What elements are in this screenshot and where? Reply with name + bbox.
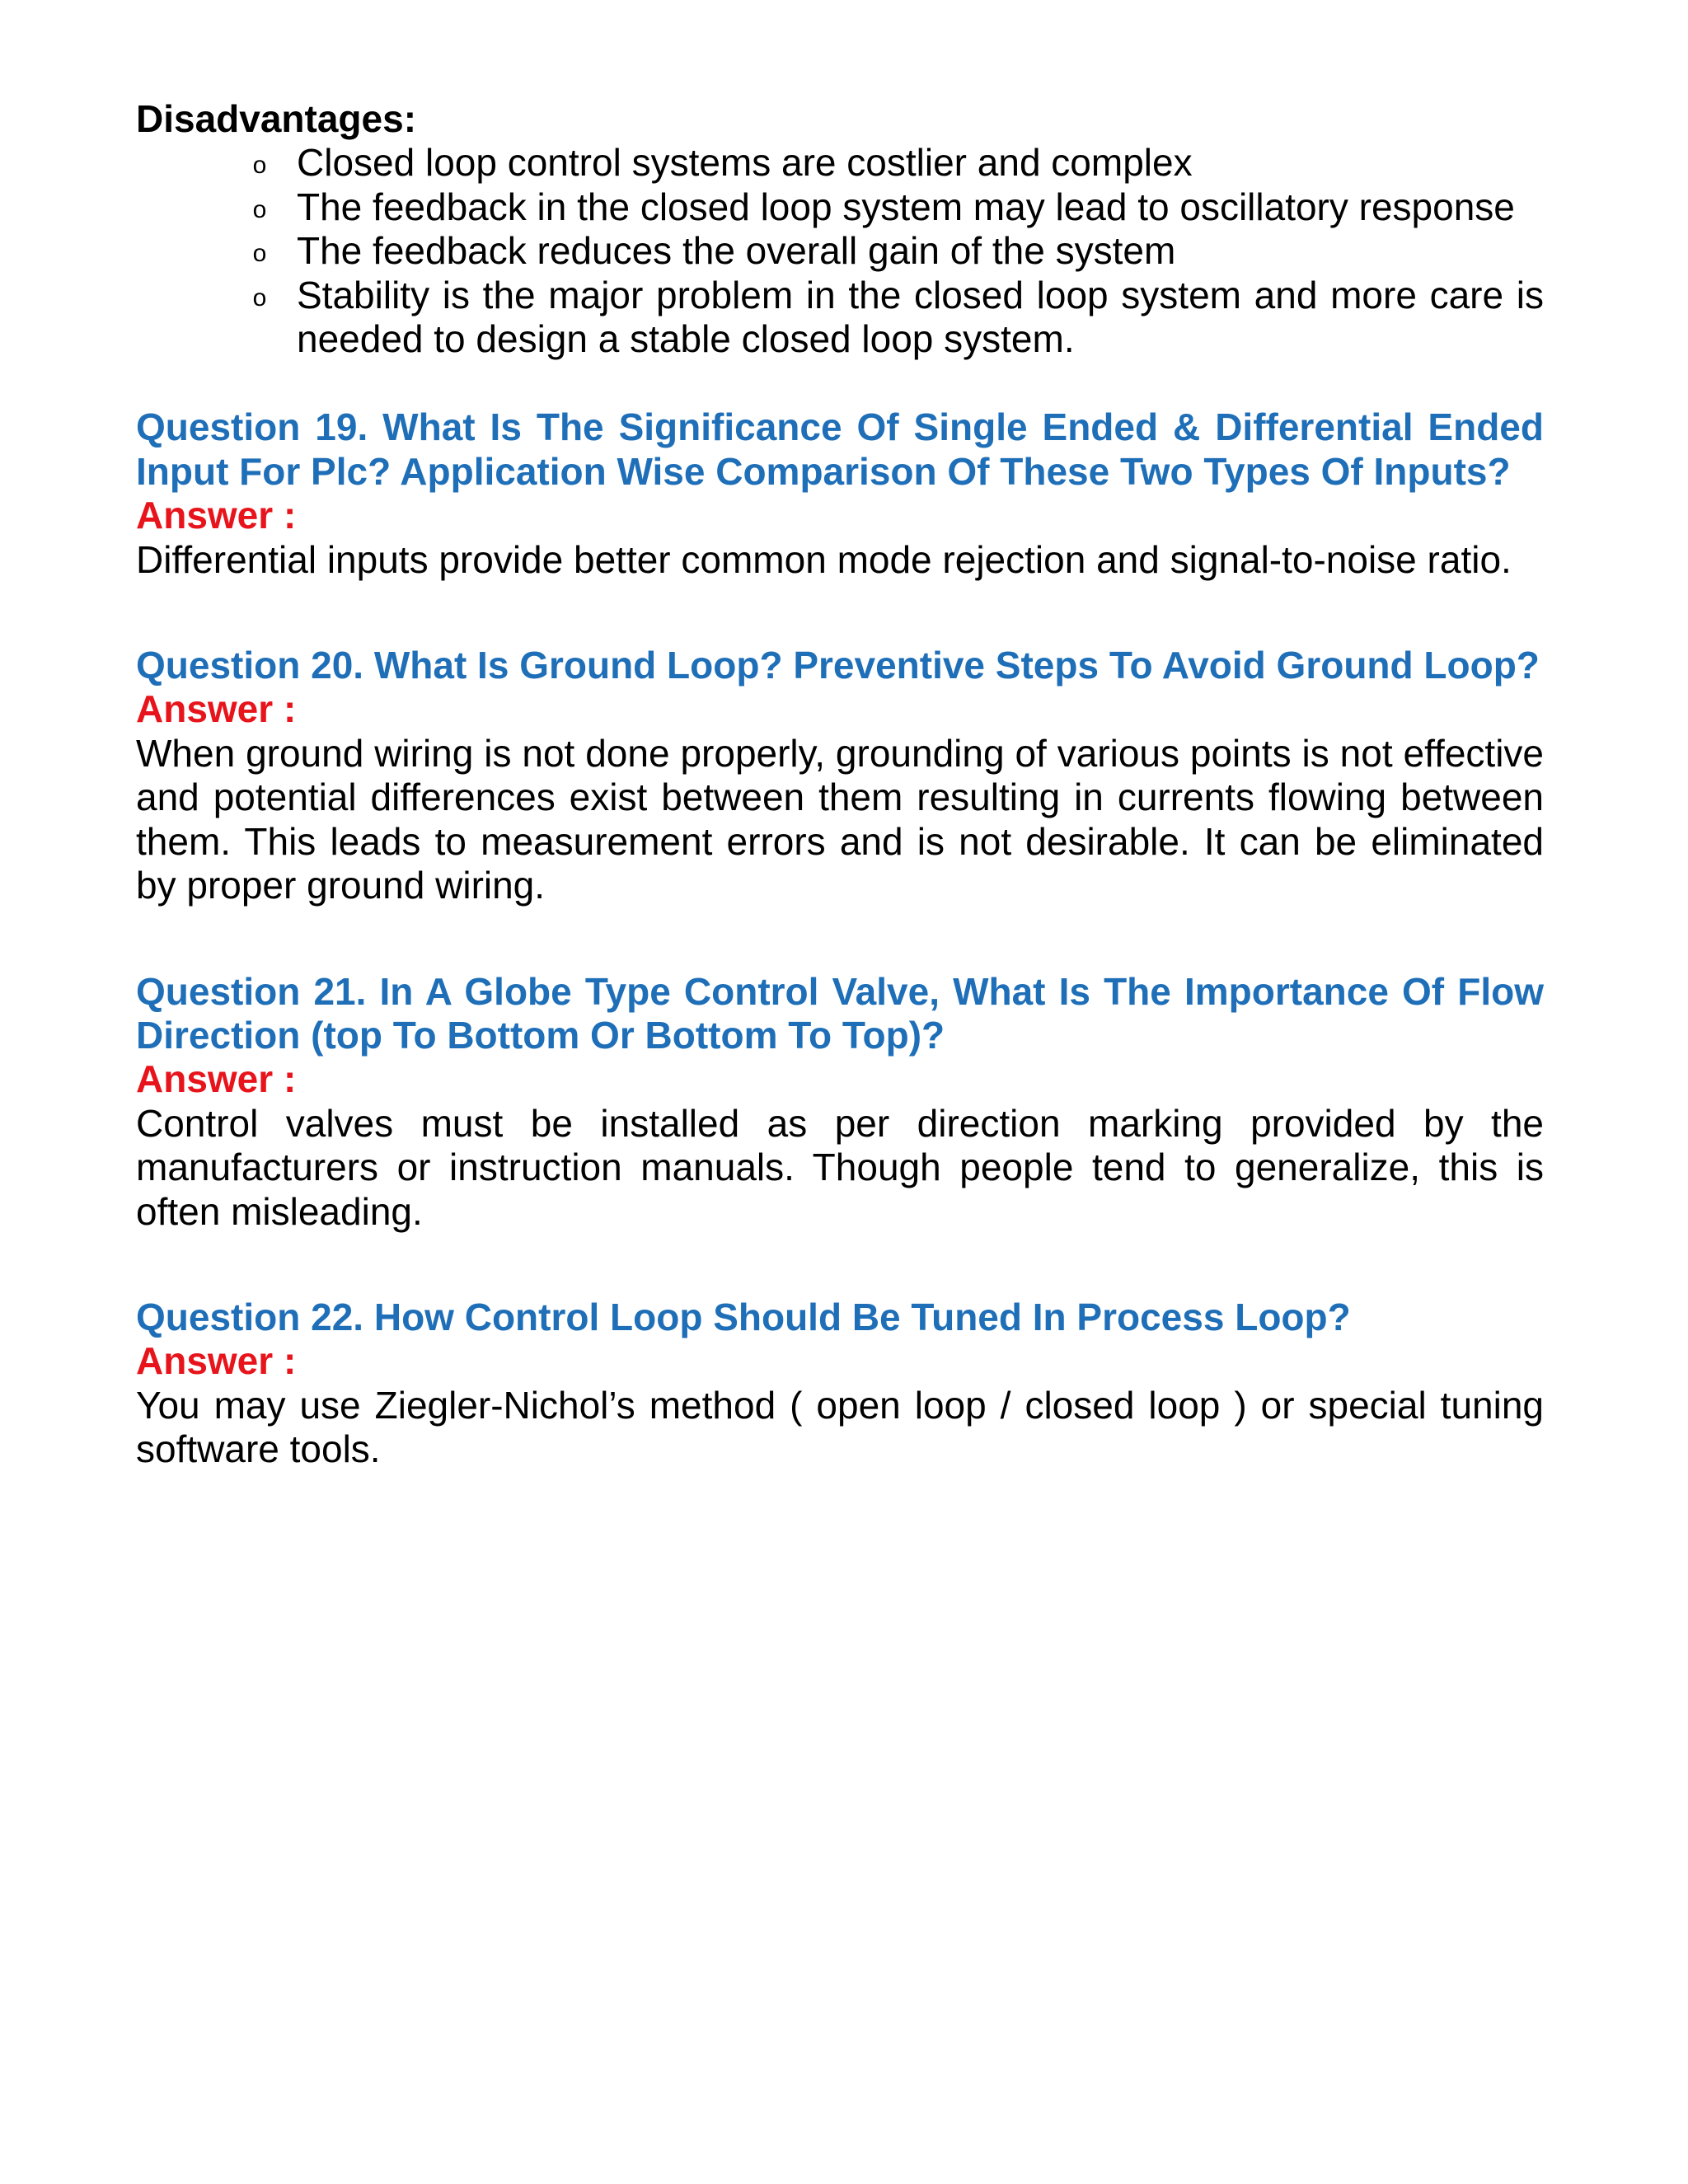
- spacer: [136, 361, 1544, 405]
- disadvantages-heading: Disadvantages:: [136, 97, 417, 140]
- answer-label: Answer :: [136, 687, 297, 731]
- list-item-text: Closed loop control systems are costlier and complex: [297, 141, 1193, 185]
- list-item-text: Stability is the major problem in the closed loop system and more care is needed to design a stable closed loop system.: [297, 273, 1544, 361]
- spacer: [136, 582, 1544, 644]
- list-item: [252, 273, 1544, 362]
- question-21: Question 21. In A Globe Type Control Valve, What Is The Importance Of Flow Direction (top To Bottom Or Bottom To Top)?: [136, 969, 1544, 1057]
- question-22: Question 22. How Control Loop Should Be Tuned In Process Loop?: [136, 1295, 1351, 1338]
- question-20: Question 20. What Is Ground Loop? Preventive Steps To Avoid Ground Loop?: [136, 644, 1540, 687]
- spacer: [136, 1234, 1544, 1296]
- qa-block-22: [136, 1296, 1544, 1472]
- answer-21: Control valves must be installed as per direction marking provided by the manufacturers or instruction manuals. Though people tend to generalize, this is often misleading.: [136, 1101, 1544, 1233]
- list-item-text: The feedback in the closed loop system may lead to oscillatory response: [297, 185, 1515, 228]
- hollow-bullet-icon: o: [252, 195, 267, 223]
- list-item-text: The feedback reduces the overall gain of the system: [297, 229, 1176, 273]
- document-page: [136, 97, 1544, 1472]
- list-item: [252, 141, 1544, 185]
- list-item: [252, 185, 1544, 229]
- qa-block-19: [136, 405, 1544, 582]
- question-19: Question 19. What Is The Significance Of Single Ended & Differential Ended Input For Plc? Application Wise Comparison Of These Two Types Of Inputs?: [136, 405, 1544, 493]
- qa-block-20: [136, 644, 1544, 907]
- spacer: [136, 908, 1544, 970]
- answer-label: Answer :: [136, 1057, 297, 1101]
- qa-block-21: [136, 970, 1544, 1234]
- hollow-bullet-icon: o: [252, 240, 267, 268]
- answer-20: When ground wiring is not done properly, grounding of various points is not effective and potential differences exist between them resulting in currents flowing between them. This leads to measurement errors and is not desirable. It can be eliminated by proper ground wiring.: [136, 731, 1544, 907]
- answer-19: Differential inputs provide better common mode rejection and signal-to-noise ratio.: [136, 537, 1512, 581]
- list-item: [252, 229, 1544, 273]
- hollow-bullet-icon: o: [252, 284, 267, 312]
- answer-22: You may use Ziegler-Nichol’s method ( open loop / closed loop ) or special tuning software tools.: [136, 1383, 1544, 1471]
- answer-label: Answer :: [136, 494, 297, 537]
- hollow-bullet-icon: o: [252, 152, 267, 180]
- disadvantages-list: [136, 141, 1544, 361]
- answer-label: Answer :: [136, 1339, 297, 1383]
